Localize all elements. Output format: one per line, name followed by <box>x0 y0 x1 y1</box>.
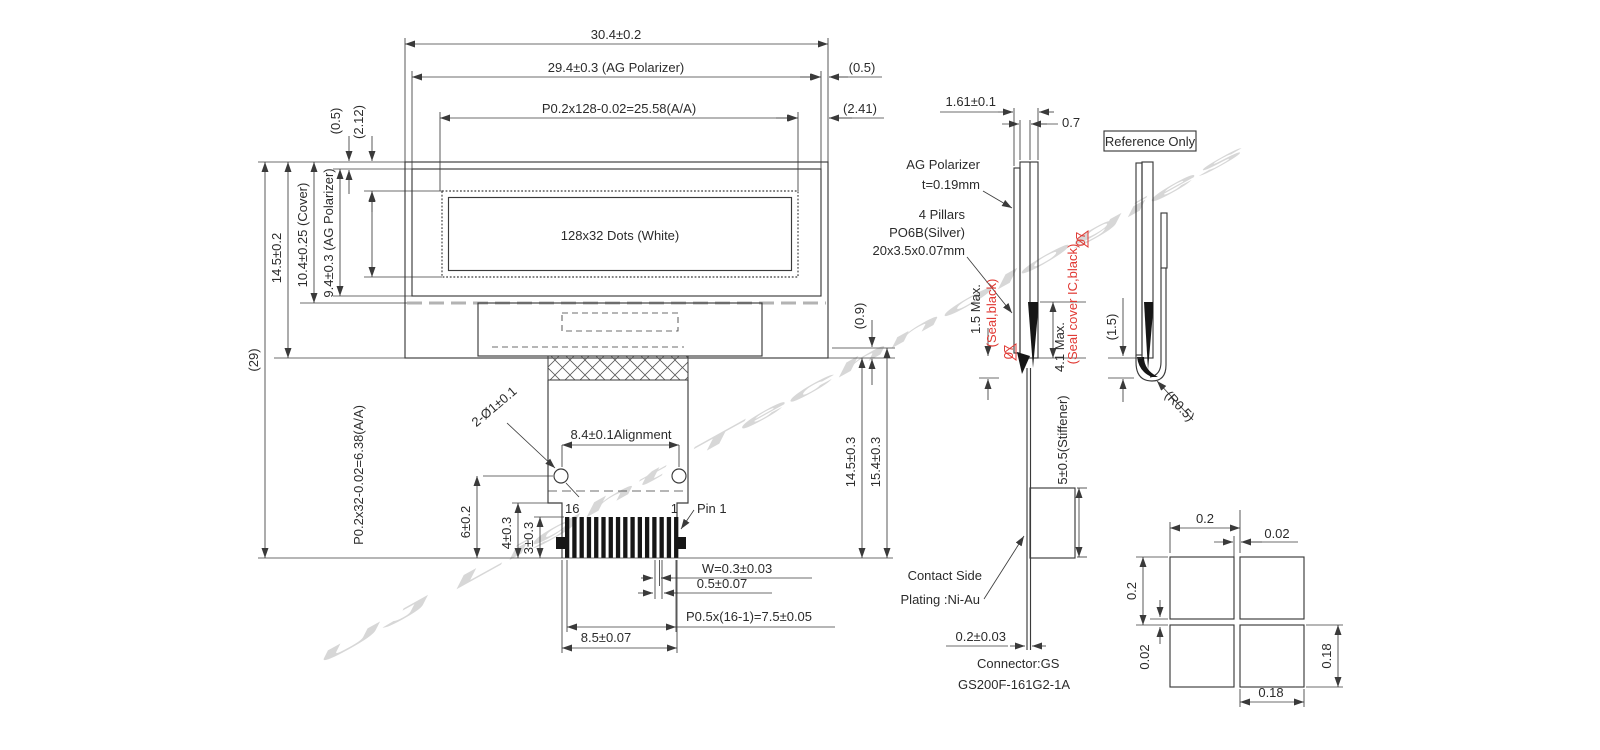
dim-length-to-contact: 14.5±0.3 <box>843 436 858 488</box>
side-seal-black-2 <box>1017 352 1030 374</box>
dim-length-overall: 15.4±0.3 <box>868 436 883 488</box>
dim-stiffener: 5±0.5(Stiffener) <box>1055 395 1070 485</box>
alignment-hole-right <box>672 469 686 483</box>
watermark: UJ Light Technologies <box>314 587 443 668</box>
dim-active-area-right-offset: (2.41) <box>843 101 877 116</box>
dim-ic-max: 4.1 Max. <box>1052 322 1067 372</box>
note-pillars-1: 4 Pillars <box>918 207 965 222</box>
alignment-hole-left <box>554 469 568 483</box>
rev-flag-ic: 07 <box>1073 231 1088 247</box>
pixel-square <box>1170 557 1234 619</box>
pixel-square <box>1170 625 1234 687</box>
note-polarizer-1: AG Polarizer <box>906 157 980 172</box>
note-contact-side-2: Plating :Ni-Au <box>900 592 980 607</box>
contact-pin <box>609 517 613 558</box>
dim-pixel-gap-v: 0.02 <box>1137 644 1152 670</box>
note-pillars-2: PO6B(Silver) <box>889 225 965 240</box>
side-view <box>873 94 1089 692</box>
note-polarizer-2: t=0.19mm <box>921 177 980 192</box>
contact-pin <box>645 517 649 558</box>
contact-pin <box>580 517 584 558</box>
dim-overall-width: 30.4±0.2 <box>590 27 642 42</box>
dim-pin-width: W=0.3±0.03 <box>701 561 773 576</box>
dim-active-area-height: P0.2x32-0.02=6.38(A/A) <box>351 405 366 545</box>
dim-pixel-gap-h: 0.02 <box>1264 526 1290 541</box>
fpc-bond-hatch <box>548 356 688 380</box>
dim-polarizer-width: 29.4±0.3 (AG Polarizer) <box>547 60 685 75</box>
reference-only-label: Reference Only <box>1104 134 1196 149</box>
label-pin1: Pin 1 <box>697 501 727 516</box>
dim-pin-gap: 0.5±0.07 <box>696 576 748 591</box>
front-left-dimensions <box>246 105 893 558</box>
dim-overall-height: 14.5±0.2 <box>269 232 284 284</box>
pin-number-1: 1 <box>670 501 678 516</box>
ref-polarizer <box>1136 163 1142 355</box>
note-pillars-3: 20x3.5x0.07mm <box>872 243 965 258</box>
contact-pins <box>565 517 678 558</box>
dim-bend-radius: (R0.5) <box>1161 387 1198 425</box>
dim-active-area-width: P0.2x128-0.02=25.58(A/A) <box>541 101 697 116</box>
contact-pin <box>572 517 576 558</box>
side-tab-right <box>677 537 686 549</box>
dim-total-thickness: 1.61±0.1 <box>945 94 996 109</box>
dim-polarizer-height: 9.4±0.3 (AG Polarizer) <box>321 168 336 298</box>
dim-pixel-height: 0.18 <box>1319 643 1334 669</box>
note-contact-side-1: Contact Side <box>907 568 982 583</box>
contact-pin <box>660 517 664 558</box>
contact-pin <box>638 517 642 558</box>
contact-pin <box>652 517 656 558</box>
dim-polarizer-right-offset: (0.5) <box>848 60 876 75</box>
dim-total-length: (29) <box>246 348 261 372</box>
dim-tail-width: 8.5±0.07 <box>580 630 632 645</box>
contact-pin <box>630 517 634 558</box>
note-ic: (Seal cover IC,black) <box>1065 243 1080 365</box>
side-polarizer <box>1014 168 1020 353</box>
dim-cell-thickness: 0.7 <box>1062 115 1081 130</box>
driver-ic-hidden <box>562 313 678 331</box>
dim-pixel-pitch-v: 0.2 <box>1124 581 1139 601</box>
pixel-square <box>1240 625 1304 687</box>
contact-pin <box>601 517 605 558</box>
contact-pin <box>667 517 671 558</box>
front-top-dimensions <box>405 27 884 191</box>
pin-number-16: 16 <box>565 501 580 516</box>
dim-pixel-width: 0.18 <box>1258 685 1284 700</box>
dim-contact-len: 3±0.3 <box>521 521 536 555</box>
dim-active-area-top-offset: (2.12) <box>351 105 366 139</box>
note-seal: (Seal,black) <box>984 278 999 348</box>
note-connector-2: GS200F-161G2-1A <box>958 677 1071 692</box>
dim-seal-max: 1.5 Max. <box>968 284 983 334</box>
contact-pin <box>594 517 598 558</box>
dim-seal-gap: (0.9) <box>852 302 867 330</box>
pixel-square <box>1240 557 1304 619</box>
dim-alignment: 8.4±0.1Alignment <box>570 427 672 442</box>
dim-pin-pitch-total: P0.5x(16-1)=7.5±0.05 <box>686 609 813 624</box>
side-tab-left <box>556 537 565 549</box>
side-stiffener <box>1030 488 1075 558</box>
pixel-detail <box>1124 510 1343 707</box>
ref-back-stiffener <box>1161 213 1167 268</box>
dim-tail-len: 6±0.2 <box>458 505 473 539</box>
dim-fold: (1.5) <box>1104 313 1119 341</box>
contact-pin <box>623 517 627 558</box>
display-label: 128x32 Dots (White) <box>560 228 680 243</box>
dim-contact-len-outer: 4±0.3 <box>499 516 514 550</box>
driver-ledge <box>478 303 762 356</box>
dim-cover-height: 10.4±0.25 (Cover) <box>295 182 310 288</box>
rev-flag-seal: 07 <box>1001 344 1016 360</box>
ref-seal-black <box>1144 302 1153 370</box>
dim-polarizer-top-offset: (0.5) <box>328 107 343 135</box>
dim-fpc-thickness: 0.2±0.03 <box>955 629 1006 644</box>
dim-pixel-pitch-h: 0.2 <box>1195 511 1215 526</box>
contact-pin <box>616 517 620 558</box>
note-connector-1: Connector:GS <box>977 656 1060 671</box>
callout-holes: 2-Ø1±0.1 <box>468 383 520 430</box>
contact-pin <box>587 517 591 558</box>
contact-pin <box>565 517 569 558</box>
